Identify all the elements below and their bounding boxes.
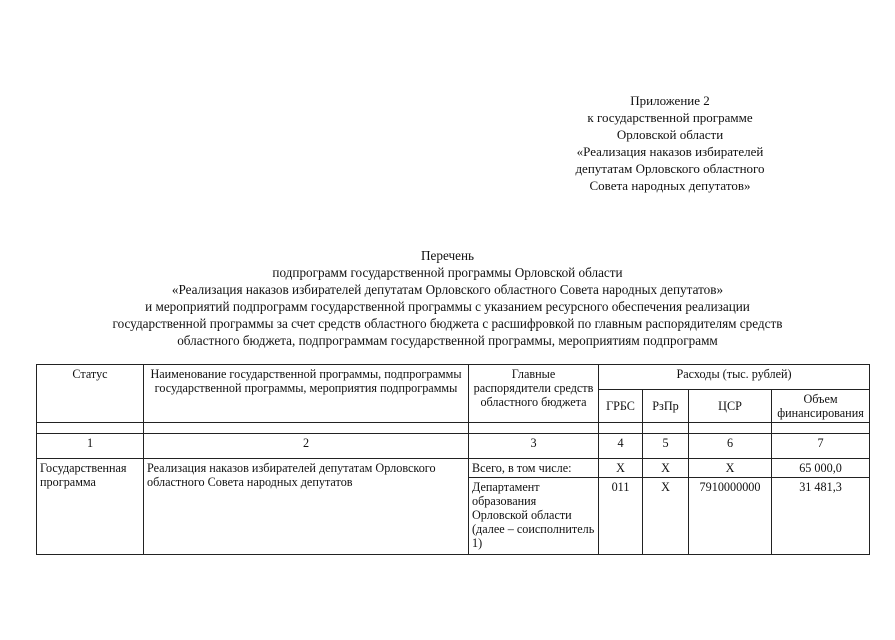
- appendix-line: Орловской области: [616, 127, 724, 142]
- cell-csr: Х: [689, 459, 772, 478]
- appendix-line: Совета народных депутатов»: [589, 178, 751, 193]
- column-number: 6: [689, 434, 772, 459]
- column-number: 1: [37, 434, 144, 459]
- table-row: [37, 459, 870, 478]
- cell-csr: 7910000000: [689, 478, 772, 555]
- appendix-line: к государственной программе: [587, 110, 753, 125]
- heading-line: «Реализация наказов избирателей депутатам Орловского областного Совета народных депутатов»: [171, 282, 724, 297]
- header-csr: ЦСР: [689, 390, 772, 423]
- spacer-row: [37, 423, 870, 434]
- cell-status: Государственная программа: [37, 459, 144, 555]
- appendix-block: [520, 92, 820, 194]
- column-number: 5: [643, 434, 689, 459]
- cell-volume: 65 000,0: [772, 459, 870, 478]
- cell-grbs: 011: [599, 478, 643, 555]
- column-number: 3: [469, 434, 599, 459]
- heading-line: подпрограмм государственной программы Орловской области: [272, 265, 623, 280]
- heading-line: областного бюджета, подпрограммам государственной программы, мероприятиям подпрограмм: [177, 333, 718, 348]
- header-rzpr: РзПр: [643, 390, 689, 423]
- cell-manager: Департамент образования Орловской области (далее – соисполнитель 1): [469, 478, 599, 555]
- heading-line: и мероприятий подпрограмм государственной программы с указанием ресурсного обеспечения реализации: [145, 299, 750, 314]
- column-number: 7: [772, 434, 870, 459]
- header-status: Статус: [37, 365, 144, 423]
- cell-rzpr: Х: [643, 459, 689, 478]
- header-volume: Объем финансирования: [772, 390, 870, 423]
- appendix-line: Приложение 2: [630, 93, 710, 108]
- header-grbs: ГРБС: [599, 390, 643, 423]
- appendix-line: «Реализация наказов избирателей: [576, 144, 764, 159]
- cell-volume: 31 481,3: [772, 478, 870, 555]
- document-heading: [20, 247, 875, 349]
- heading-line: государственной программы за счет средств областного бюджета с расшифровкой по главным распорядителям средств: [112, 316, 783, 331]
- cell-name: Реализация наказов избирателей депутатам Орловского областного Совета народных депутатов: [144, 459, 469, 555]
- header-name: Наименование государственной программы, подпрограммы государственной программы, мероприятия подпрограммы: [144, 365, 469, 423]
- column-number-row: [37, 434, 870, 459]
- header-managers: Главные распорядители средств областного бюджета: [469, 365, 599, 423]
- heading-title: Перечень: [420, 248, 475, 263]
- cell-rzpr: Х: [643, 478, 689, 555]
- cell-manager: Всего, в том числе:: [469, 459, 599, 478]
- cell-grbs: Х: [599, 459, 643, 478]
- column-number: 2: [144, 434, 469, 459]
- appendix-line: депутатам Орловского областного: [575, 161, 765, 176]
- funding-table: [36, 364, 870, 555]
- header-row: [37, 365, 870, 390]
- header-expenses: Расходы (тыс. рублей): [599, 365, 870, 390]
- column-number: 4: [599, 434, 643, 459]
